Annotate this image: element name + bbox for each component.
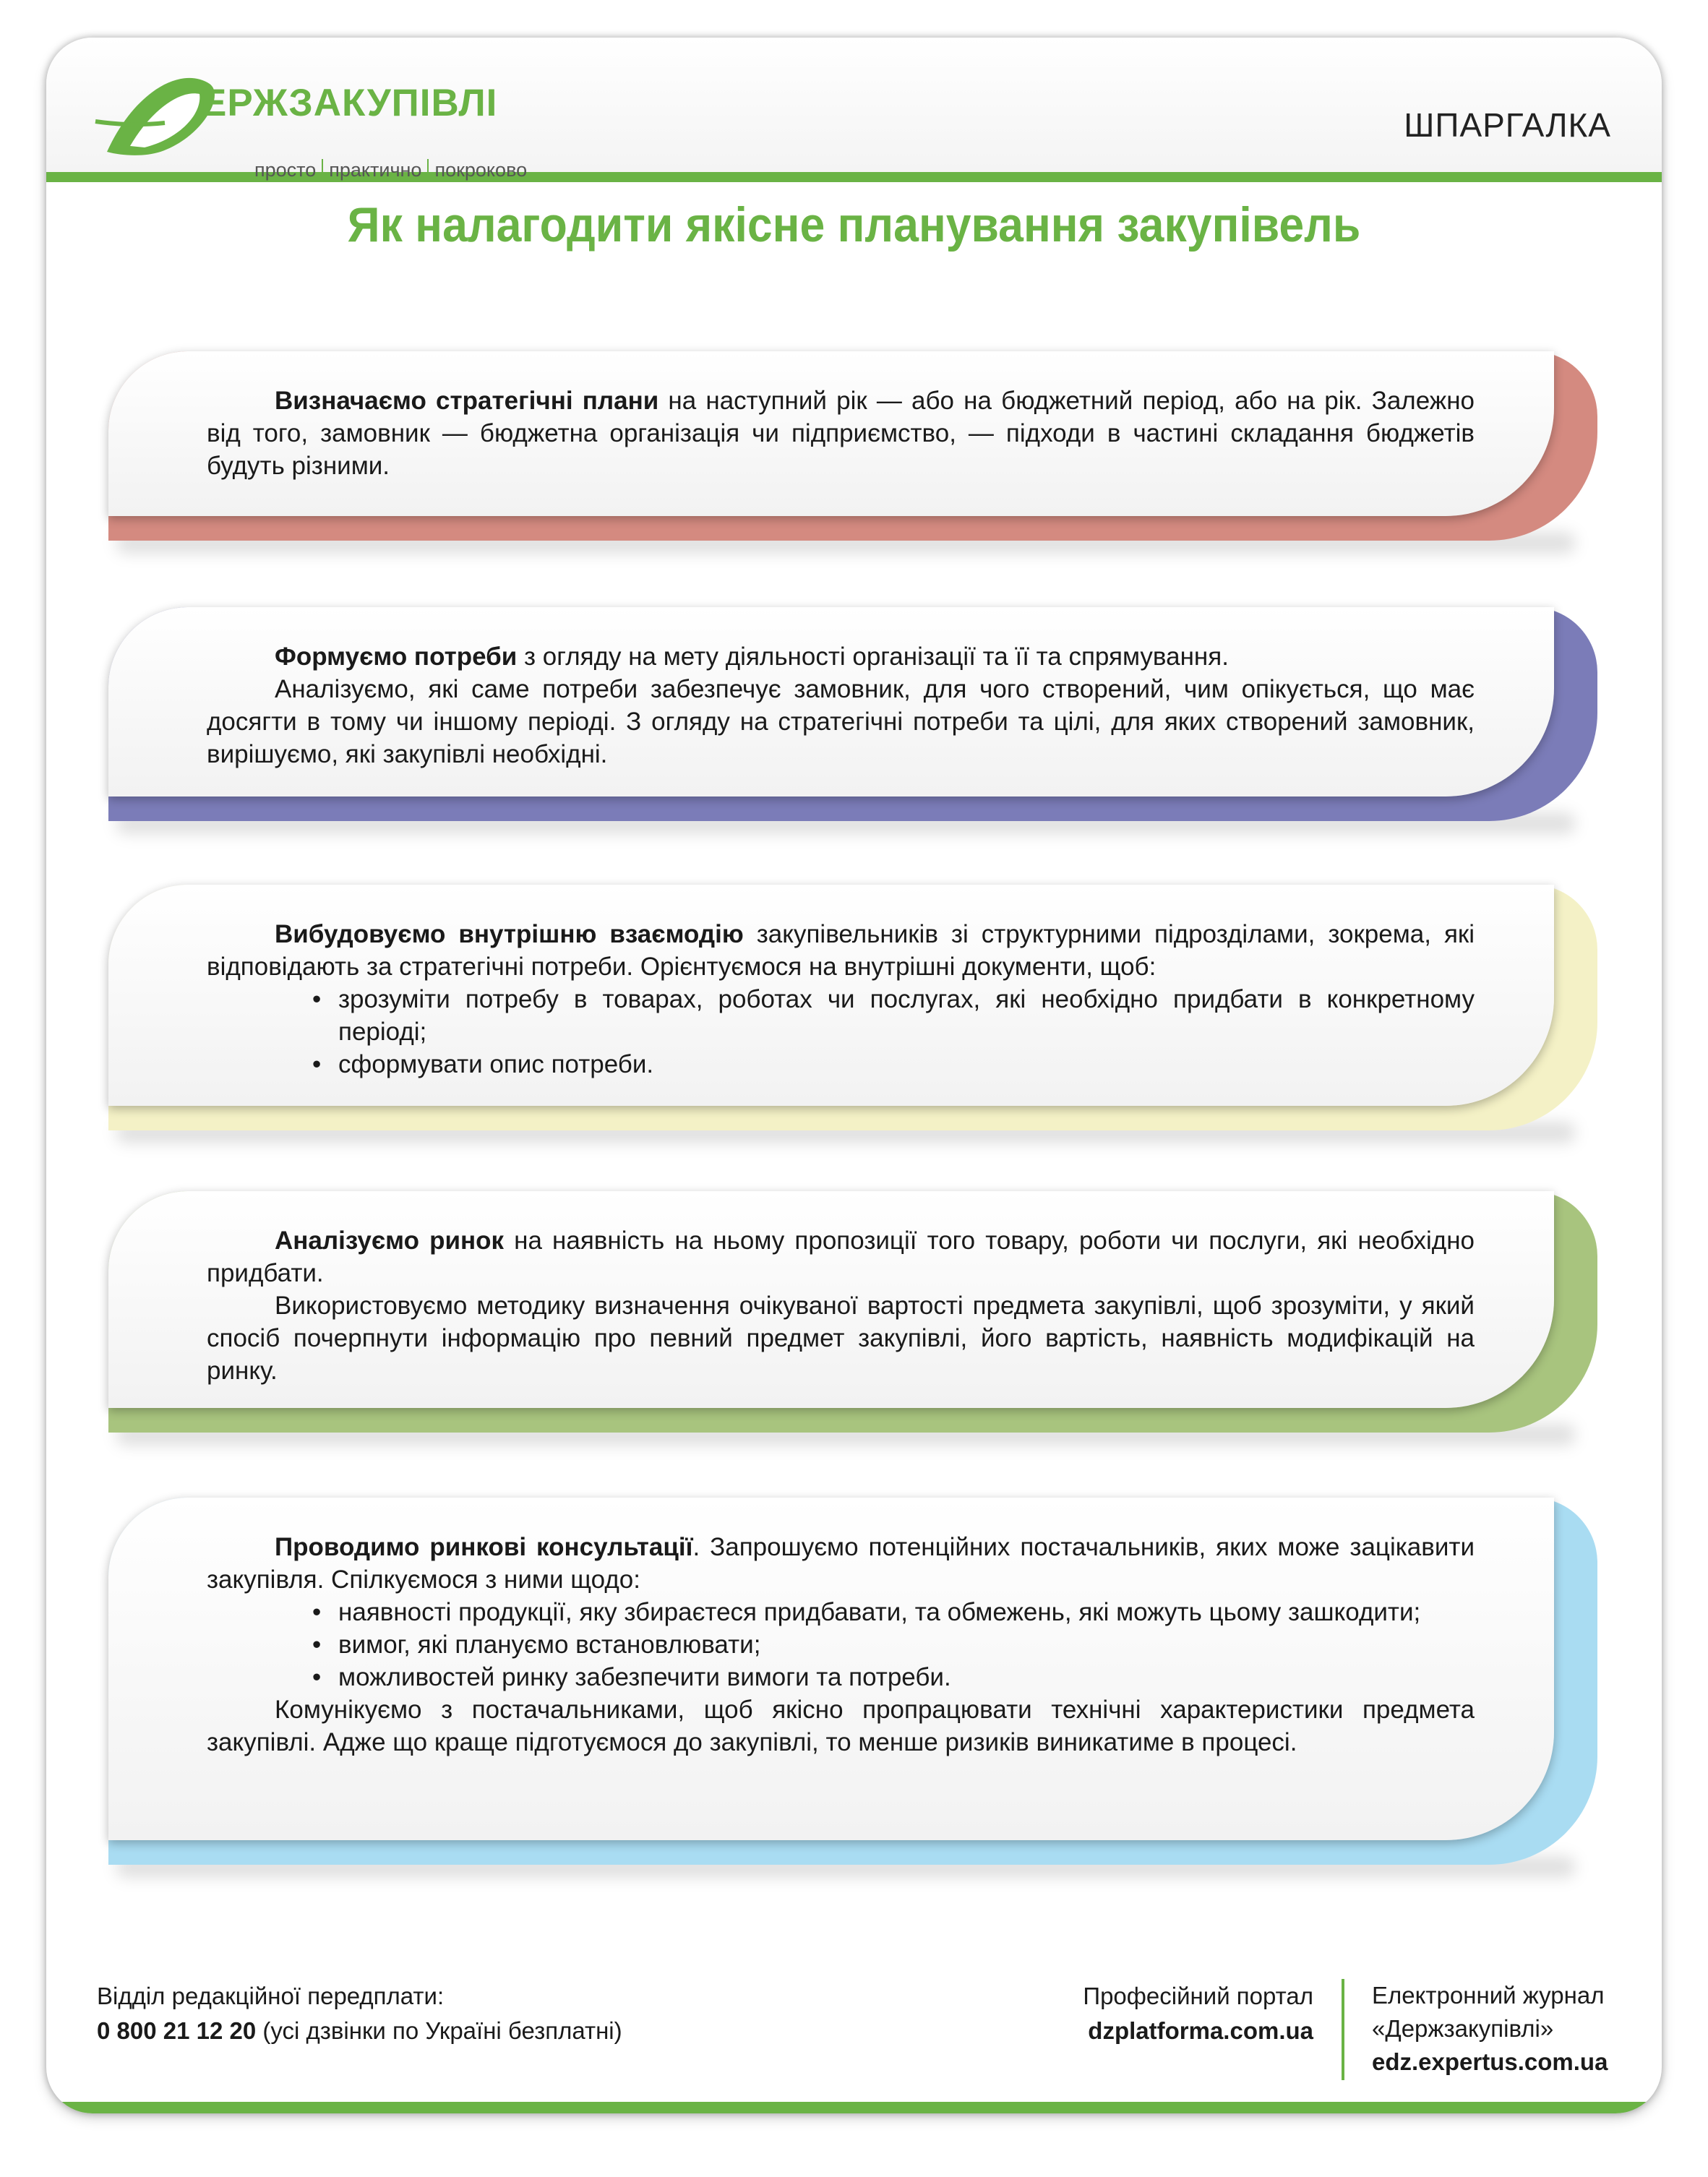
tagline-word: покроково (427, 159, 533, 181)
portal-link[interactable]: dzplatforma.com.ua (1088, 2017, 1313, 2044)
tagline-word: практично (322, 159, 427, 181)
card-heading: Проводимо ринкові консультації (275, 1533, 693, 1561)
card-paragraph (207, 1224, 1475, 1289)
journal-label: Електронний журнал (1372, 1982, 1605, 2009)
footer-portal (1083, 1979, 1313, 2048)
page-title: Як налагодити якісне планування закупівель (347, 197, 1361, 252)
card-paragraph: Комунікуємо з постачальниками, щоб якісно пропрацювати технічні характеристики предмета закупівлі. Адже що краще підготуємося до закупівлі, то менше ризиків виникатиме в процесі. (207, 1696, 1475, 1756)
card-text: на наступний рік — або на бюджетний період, або на рік. Залежно від того, замовник — бюджетна організація чи підприємство, — підходи в частині складання бюджетів будуть різними. (207, 387, 1475, 480)
list-item: • зрозуміти потребу в товарах, роботах чи послугах, які необхідно придбати в конкретному періоді; (312, 983, 1475, 1048)
journal-name: «Держзакупівлі» (1372, 2015, 1554, 2042)
card-body (108, 351, 1554, 516)
card-bullet-list (207, 983, 1475, 1081)
list-item: • вимог, які плануємо встановлювати; (312, 1628, 1475, 1661)
brand-logo (94, 71, 571, 181)
tagline-word: просто (254, 159, 317, 181)
card-text: на наявність на ньому пропозиції того товару, роботи чи послуги, які необхідно придбати. (207, 1227, 1475, 1287)
card-market-analysis (108, 1191, 1597, 1433)
subscription-label: Відділ редакційної передплати: (97, 1983, 445, 2009)
card-text: . Запрошуємо потенційних постачальників, яких може зацікавити закупівля. Спілкуємося з ними щодо: (207, 1533, 1475, 1594)
card-market-consultations (108, 1498, 1597, 1865)
card-bullet-list (207, 1596, 1475, 1693)
card-paragraph (207, 640, 1475, 673)
header-label: ШПАРГАЛКА (1404, 106, 1611, 144)
brand-name: ЕРЖЗАКУПІВЛІ (201, 82, 498, 124)
journal-link[interactable]: edz.expertus.com.ua (1372, 2048, 1608, 2075)
card-body (108, 607, 1554, 796)
phone-note: (усі дзвінки по Україні безплатні) (256, 2017, 622, 2044)
card-text: закупівельників зі структурними підрозділами, зокрема, які відповідають за стратегічні потреби. Орієнтуємося на внутрішні документи, щоб: (207, 920, 1475, 981)
card-internal-interaction (108, 885, 1597, 1130)
list-item: • наявності продукції, яку збираєтеся придбавати, та обмежень, які можуть цьому зашкодити; (312, 1596, 1475, 1628)
card-body (108, 885, 1554, 1106)
card-heading: Формуємо потреби (275, 643, 518, 671)
footer-divider (1342, 1979, 1344, 2080)
card-needs (108, 607, 1597, 821)
card-strategic-plans (108, 351, 1597, 541)
card-paragraph: Використовуємо методику визначення очікуваної вартості предмета закупівлі, щоб зрозуміти, у який спосіб почерпнути інформацію про певний предмет закупівлі, його вартість, наявність модифікацій на ринку. (207, 1292, 1475, 1385)
card-paragraph (207, 918, 1475, 983)
card-paragraph: Аналізуємо, які саме потреби забезпечує замовник, для чого створений, чим опікується, що має досягти в тому чи іншому періоді. З огляду на стратегічні потреби та цілі, для яких створений замовник, вирішуємо, які закупівлі необхідні. (207, 675, 1475, 768)
card-body (108, 1191, 1554, 1408)
card-body (108, 1498, 1554, 1840)
footer-subscription (97, 1979, 622, 2048)
portal-label: Професійний портал (1083, 1983, 1313, 2009)
card-heading: Аналізуємо ринок (275, 1227, 505, 1255)
list-item: • можливостей ринку забезпечити вимоги та потреби. (312, 1661, 1475, 1693)
card-text: з огляду на мету діяльності організації та її та спрямування. (517, 643, 1229, 671)
card-heading: Визначаємо стратегічні плани (275, 387, 659, 415)
brand-tagline (254, 159, 533, 181)
card-paragraph (207, 385, 1475, 482)
subscription-phone-line (97, 2014, 622, 2048)
card-paragraph (207, 1531, 1475, 1596)
brand-d-icon (94, 71, 217, 165)
list-item: • сформувати опис потреби. (312, 1048, 1475, 1081)
card-heading: Вибудовуємо внутрішню взаємодію (275, 920, 744, 948)
footer-divider-line (46, 2102, 1662, 2113)
footer-journal (1372, 1979, 1608, 2079)
phone-number[interactable]: 0 800 21 12 20 (97, 2017, 257, 2044)
